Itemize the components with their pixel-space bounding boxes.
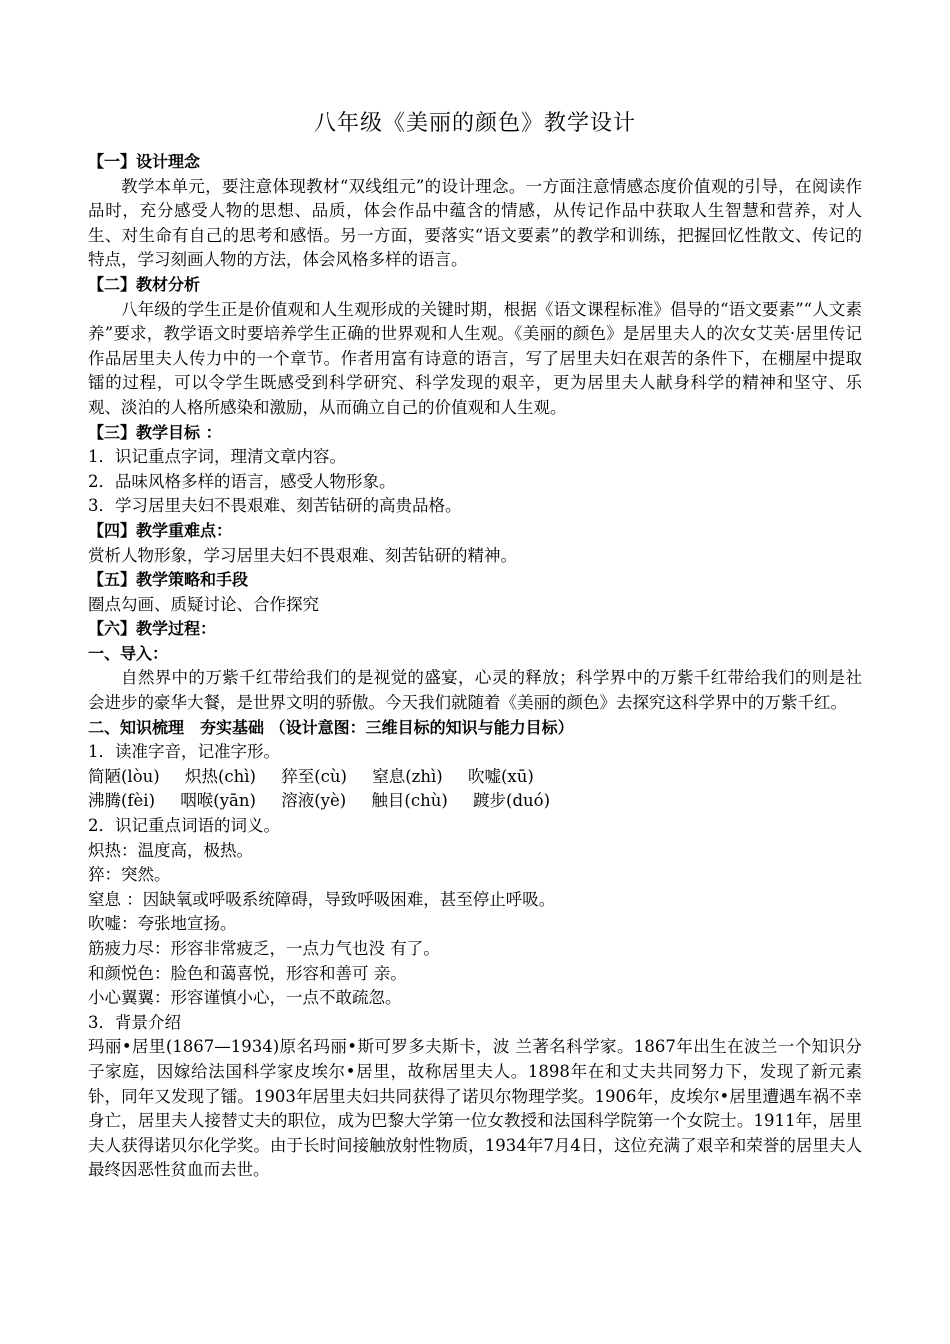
- goal-item-3: 3．学习居里夫妇不畏艰难、刻苦钻研的高贵品格。: [88, 496, 462, 516]
- vocabulary-item: 炽热：温度高，极热。: [88, 840, 253, 860]
- background-paragraph: 玛丽•居里(1867—1934)原名玛丽•斯可罗多夫斯卡，波 兰著名科学家。1867年出生在波兰一个知识分子家庭，因嫁给法国科学家皮埃尔•居里，故称居里夫人。1898年在和丈夫共同努力下，发现了新元素钋，同年又发现了镭。1903年居里夫妇共同获得了诺贝尔物理学奖。1906年，皮埃尔•居里遭遇车祸不幸身亡，居里夫人接替丈夫的职位，成为巴黎大学第一位女教授和法国科学院第一个女院士。1911年，居里夫人获得诺贝尔化学奖。由于长时间接触放射性物质，1934年7月4日，这位充满了艰辛和荣誉的居里夫人最终因恶性贫血而去世。: [88, 1037, 862, 1180]
- background-heading: 3．背景介绍: [88, 1012, 181, 1032]
- pinyin-item: 炽热(chì): [184, 766, 256, 786]
- key-points-text: 赏析人物形象，学习居里夫妇不畏艰难、刻苦钻研的精神。: [88, 545, 517, 565]
- vocabulary-heading: 2．识记重点词语的词义。: [88, 816, 280, 836]
- pinyin-item: 窒息(zhì): [372, 766, 443, 786]
- vocabulary-item: 窒息 ：因缺氧或呼吸系统障碍，导致呼吸困难，甚至停止呼吸。: [88, 889, 556, 909]
- section-heading-key-points: 【四】教学重难点：: [88, 520, 233, 540]
- vocabulary-item: 筋疲力尽：形容非常疲乏，一点力气也没 有了。: [88, 939, 440, 958]
- pinyin-item: 简陋(lòu): [88, 766, 160, 786]
- vocabulary-item: 小心翼翼：形容谨慎小心，一点不敢疏忽。: [88, 988, 402, 1008]
- goal-item-2: 2．品味风格多样的语言，感受人物形象。: [88, 471, 396, 491]
- pinyin-item: 吹嘘(xū): [467, 766, 534, 786]
- pronunciation-heading: 1．读准字音，记准字形。: [88, 742, 280, 762]
- section-heading-teaching-process: 【六】教学过程：: [88, 619, 217, 639]
- subheading-knowledge-review: 二、知识梳理 夯实基础 （设计意图：三维目标的知识与能力目标）: [88, 717, 574, 737]
- goal-item-1: 1．识记重点字词，理清文章内容。: [88, 447, 346, 467]
- vocabulary-item: 和颜悦色：脸色和蔼喜悦，形容和善可 亲。: [88, 963, 407, 983]
- pinyin-item: 沸腾(fèi): [88, 791, 156, 811]
- pinyin-row-2: [88, 789, 862, 814]
- section-heading-teaching-goals: 【三】教学目标 ：: [88, 422, 222, 442]
- document-title: 八年级《美丽的颜色》教学设计: [313, 111, 636, 136]
- pinyin-item: 咽喉(yān): [180, 791, 256, 811]
- section-heading-strategies: 【五】教学策略和手段: [88, 570, 249, 590]
- strategies-text: 圈点勾画、质疑讨论、合作探究: [88, 594, 319, 614]
- design-concept-paragraph: 教学本单元，要注意体现教材“双线组元”的设计理念。一方面注意情感态度价值观的引导，在阅读作品时，充分感受人物的思想、品质，体会作品中蕴含的情感，从传记作品中获取人生智慧和营养，对人生、对生命有自己的思考和感悟。另一方面，要落实“语文要素”的教学和训练，把握回忆性散文、传记的特点，学习刻画人物的方法，体会风格多样的语言。: [88, 176, 862, 270]
- document-page: [88, 108, 862, 1183]
- pinyin-item: 溶液(yè): [281, 791, 347, 811]
- introduction-paragraph: 自然界中的万紫千红带给我们的是视觉的盛宴，心灵的释放；科学界中的万紫千红带给我们的则是社会进步的豪华大餐，是世界文明的骄傲。今天我们就随着《美丽的颜色》去探究这科学界中的万紫千红。: [88, 668, 862, 713]
- section-heading-material-analysis: 【二】教材分析: [88, 274, 201, 294]
- subheading-introduction: 一、导入：: [88, 643, 169, 663]
- vocabulary-item: 吹嘘：夸张地宣扬。: [88, 914, 237, 934]
- material-analysis-paragraph: 八年级的学生正是价值观和人生观形成的关键时期，根据《语文课程标准》倡导的“语文要素”“人文素养”要求，教学语文时要培养学生正确的世界观和人生观。《美丽的颜色》是居里夫人的次女艾芙·居里传记作品居里夫人传力中的一个章节。作者用富有诗意的语言，写了居里夫妇在艰苦的条件下，在棚屋中提取镭的过程，可以令学生既感受到科学研究、科学发现的艰辛，更为居里夫人献身科学的精神和坚守、乐观、淡泊的人格所感染和激励，从而确立自己的价值观和人生观。: [88, 299, 862, 417]
- pinyin-item: 触目(chù): [371, 791, 448, 811]
- pinyin-item: 猝至(cù): [281, 766, 347, 786]
- pinyin-item: 踱步(duó): [473, 791, 551, 811]
- section-heading-design-concept: 【一】设计理念: [88, 152, 201, 171]
- vocabulary-item: 猝：突然。: [88, 865, 171, 885]
- pinyin-row-1: [88, 765, 862, 790]
